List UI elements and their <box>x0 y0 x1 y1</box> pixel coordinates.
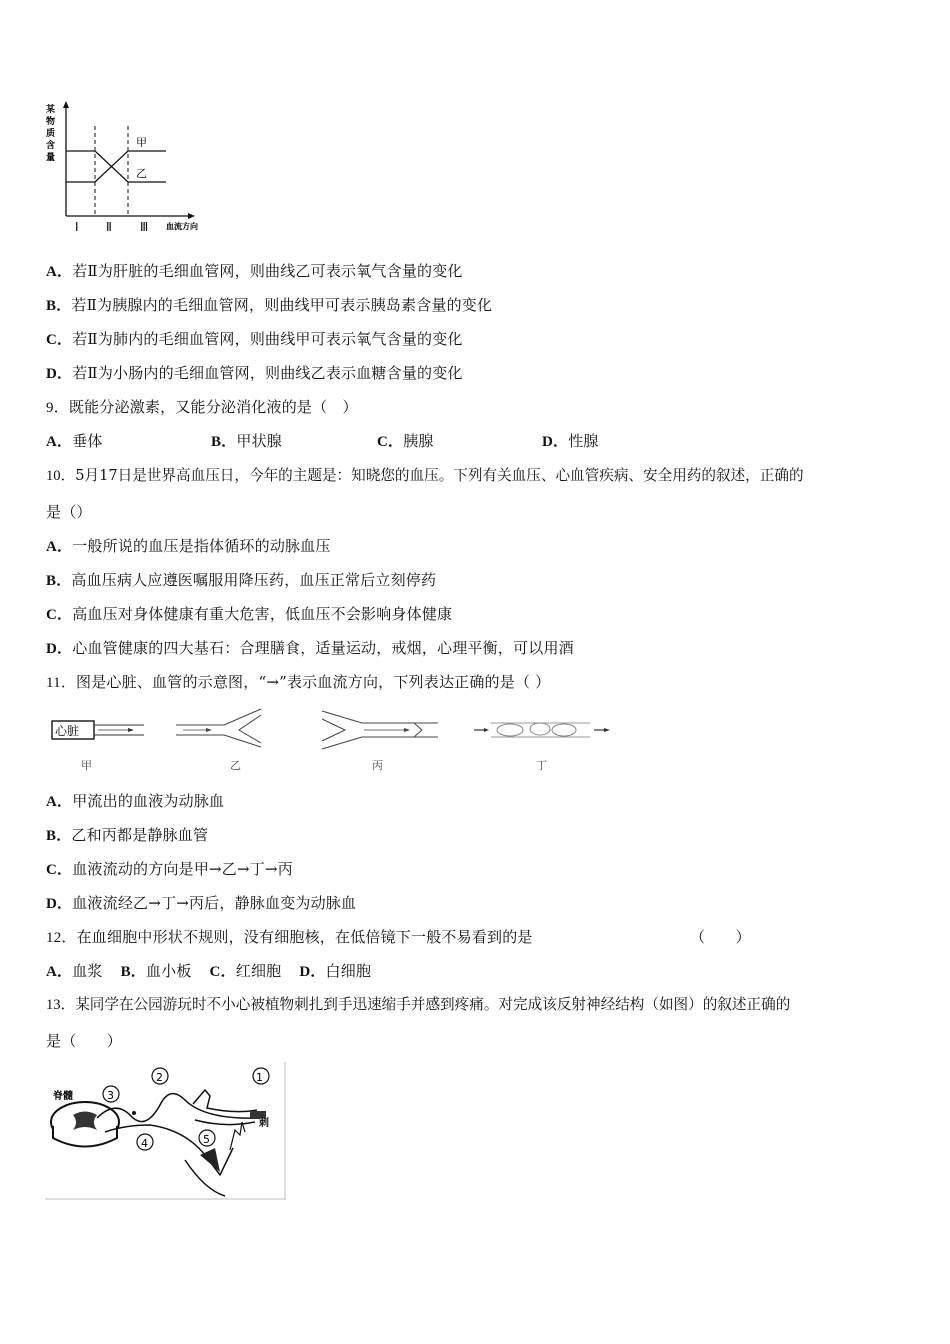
option-letter: B． <box>46 298 72 314</box>
diagram-bing-converging-vessel <box>322 711 438 772</box>
option-letter: A． <box>46 964 73 980</box>
marker-4: 4 <box>141 1137 148 1150</box>
option-letter: C． <box>46 862 73 878</box>
diagram-label-ding: 丁 <box>536 759 547 772</box>
option-letter: A． <box>46 264 73 280</box>
q10-option-a <box>46 536 331 557</box>
q9-option-c <box>377 431 434 452</box>
q10-option-c <box>46 604 452 625</box>
option-letter: D． <box>46 366 73 382</box>
option-letter: D． <box>46 641 73 657</box>
question-text: 在血细胞中形状不规则，没有细胞核，在低倍镜下一般不易看到的是 <box>76 928 533 946</box>
answer-bracket: （ ） <box>690 928 751 946</box>
question-number: 13． <box>46 997 76 1013</box>
option-letter: C． <box>46 607 73 623</box>
option-text: 若Ⅱ为小肠内的毛细血管网，则曲线乙表示血糖含量的变化 <box>72 364 463 382</box>
y-axis-label-1: 某 <box>46 105 56 115</box>
diagram-jia-heart <box>52 721 144 772</box>
option-text: 高血压对身体健康有重大危害，低血压不会影响身体健康 <box>72 605 453 623</box>
option-text: 若Ⅱ为肺内的毛细血管网，则曲线甲可表示氧气含量的变化 <box>72 330 463 348</box>
option-letter: A． <box>46 539 73 555</box>
question-number: 10． <box>46 468 76 484</box>
q11-heart-vessels-diagram <box>46 705 626 775</box>
curve-label-yi: 乙 <box>136 167 147 180</box>
q11-stem <box>46 672 550 693</box>
q9-option-b <box>211 431 282 452</box>
diagram-label-bing: 丙 <box>372 759 383 772</box>
y-axis-label-4: 含 <box>46 141 56 151</box>
q8-substance-content-chart <box>44 98 219 238</box>
diagram-label-jia: 甲 <box>81 759 92 772</box>
section-label-3: Ⅲ <box>140 220 149 234</box>
q10-option-b <box>46 570 436 591</box>
marker-2: 2 <box>156 1071 163 1084</box>
thorn-label: 刺 <box>259 1118 269 1129</box>
option-text: 心血管健康的四大基石：合理膳食，适量运动，戒烟，心理平衡，可以用酒 <box>72 639 574 657</box>
q12-stem <box>46 927 751 948</box>
q13-stem-line1 <box>46 995 790 1015</box>
option-text: 白细胞 <box>325 962 372 980</box>
question-text: 是（ ） <box>46 1032 123 1050</box>
question-text: 某同学在公园游玩时不小心被植物刺扎到手迅速缩手并感到疼痛。对完成该反射神经结构（如图）的叙述正确的 <box>75 996 791 1013</box>
question-text: 既能分泌激素，又能分泌消化液的是（ ） <box>68 398 358 416</box>
option-text: 高血压病人应遵医嘱服用降压药，血压正常后立刻停药 <box>71 571 437 589</box>
q11-option-b <box>46 825 208 846</box>
question-number: 9． <box>46 400 69 416</box>
curve-label-jia: 甲 <box>136 136 147 149</box>
question-text: 图是心脏、血管的示意图，“→”表示血流方向，下列表达正确的是（ ） <box>76 673 551 691</box>
option-text: 垂体 <box>72 432 103 450</box>
option-text: 血小板 <box>145 962 192 980</box>
y-axis-label-2: 物 <box>46 117 56 127</box>
diagram-ding-capillary <box>474 723 610 772</box>
q9-stem <box>46 397 358 418</box>
option-text: 性腺 <box>568 432 599 450</box>
q8-option-b <box>46 295 492 316</box>
option-letter: A． <box>46 794 73 810</box>
marker-5: 5 <box>203 1133 210 1146</box>
option-letter: C． <box>46 332 73 348</box>
section-label-2: Ⅱ <box>106 220 112 234</box>
question-number: 12． <box>46 930 77 946</box>
heart-label: 心脏 <box>55 724 80 738</box>
option-letter: D． <box>299 964 326 980</box>
option-text: 一般所说的血压是指体循环的动脉血压 <box>72 537 331 555</box>
option-letter: B． <box>46 573 72 589</box>
x-axis-label: 血流方向 <box>166 222 198 231</box>
q8-option-a <box>46 261 463 282</box>
y-axis-label-5: 量 <box>46 153 56 163</box>
question-text: 是（） <box>46 503 92 521</box>
option-letter: C． <box>209 964 236 980</box>
q8-option-d <box>46 363 463 384</box>
question-text: 5月17日是世界高血压日，今年的主题是：知晓您的血压。下列有关血压、心血管疾病、安全用药的叙述，正确的 <box>75 467 804 484</box>
section-label-1: Ⅰ <box>75 220 79 234</box>
diagram-yi-branching-vessel <box>176 709 261 772</box>
option-letter: B． <box>46 828 72 844</box>
q13-stem-line2 <box>46 1031 122 1051</box>
diagram-label-yi: 乙 <box>230 759 241 772</box>
option-text: 胰腺 <box>403 432 434 450</box>
option-text: 若Ⅱ为肝脏的毛细血管网，则曲线乙可表示氧气含量的变化 <box>72 262 463 280</box>
question-number: 11． <box>46 675 77 691</box>
q8-option-c <box>46 329 463 350</box>
option-text: 乙和丙都是静脉血管 <box>71 826 209 844</box>
option-text: 血液流经乙→丁→丙后，静脉血变为动脉血 <box>72 894 357 912</box>
q10-stem-line2 <box>46 502 92 522</box>
option-text: 红细胞 <box>235 962 282 980</box>
q9-option-d <box>542 431 599 452</box>
spinal-label: 脊髓 <box>53 1091 73 1102</box>
option-letter: D． <box>542 434 569 450</box>
option-letter: B． <box>120 964 146 980</box>
option-text: 甲状腺 <box>236 432 283 450</box>
option-letter: A． <box>46 434 73 450</box>
marker-3: 3 <box>107 1089 114 1102</box>
option-letter: C． <box>377 434 404 450</box>
q11-option-a <box>46 791 224 812</box>
q11-option-c <box>46 859 293 880</box>
q10-stem-line1 <box>46 466 804 486</box>
q13-reflex-arc-diagram <box>45 1060 287 1200</box>
q12-options <box>46 961 371 982</box>
option-text: 甲流出的血液为动脉血 <box>72 792 225 810</box>
option-text: 血液流动的方向是甲→乙→丁→丙 <box>72 860 293 878</box>
option-letter: B． <box>211 434 237 450</box>
option-letter: D． <box>46 896 73 912</box>
q11-option-d <box>46 893 356 914</box>
y-axis-label-3: 质 <box>46 129 56 139</box>
marker-1: 1 <box>256 1071 263 1084</box>
option-text: 若Ⅱ为胰腺内的毛细血管网，则曲线甲可表示胰岛素含量的变化 <box>71 296 493 314</box>
q9-option-a <box>46 431 103 452</box>
option-text: 血浆 <box>72 962 103 980</box>
q10-option-d <box>46 638 574 659</box>
